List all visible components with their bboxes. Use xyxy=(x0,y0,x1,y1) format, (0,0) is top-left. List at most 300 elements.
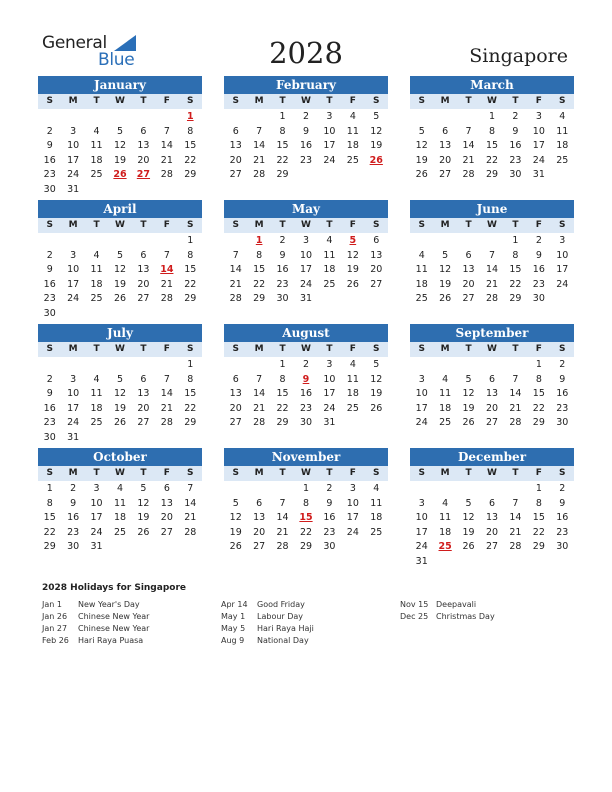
empty-cell xyxy=(433,482,456,497)
weekday-label: T xyxy=(279,96,286,106)
weekday-label: T xyxy=(93,344,100,354)
day-cell: 28 xyxy=(184,526,197,538)
calendar-year: 2028 xyxy=(269,36,343,70)
day-cell: 10 xyxy=(323,373,336,385)
weekday-label: W xyxy=(301,220,311,230)
day-cell: 26 xyxy=(462,541,475,553)
day-cell: 2 xyxy=(46,125,53,137)
day-cell: 11 xyxy=(439,388,452,400)
day-cell: 27 xyxy=(137,417,150,429)
holiday-name: Chinese New Year xyxy=(78,612,150,621)
empty-cell xyxy=(480,358,503,373)
weekday-row xyxy=(38,94,202,109)
day-cell: 8 xyxy=(187,249,194,261)
weekday-label: F xyxy=(163,96,170,106)
day-cell: 29 xyxy=(532,417,545,429)
weekday-label: F xyxy=(349,96,356,106)
day-cell: 20 xyxy=(229,154,242,166)
day-cell: 4 xyxy=(116,483,124,494)
day-cell: 18 xyxy=(346,388,359,400)
day-cell: 7 xyxy=(256,373,263,385)
day-cell: 25 xyxy=(346,402,359,414)
day-cell: 12 xyxy=(113,140,127,152)
empty-cell xyxy=(224,110,247,125)
day-cell: 4 xyxy=(326,235,333,246)
day-grid xyxy=(410,482,574,570)
day-cell: 17 xyxy=(67,154,80,166)
day-cell: 26 xyxy=(229,541,242,553)
day-cell: 26 xyxy=(137,526,150,538)
day-cell: 3 xyxy=(93,483,100,494)
day-cell: 24 xyxy=(532,154,545,166)
day-cell: 20 xyxy=(137,278,150,290)
day-cell: 5 xyxy=(373,111,380,122)
day-cell: 4 xyxy=(93,249,100,261)
day-cell: 11 xyxy=(556,125,569,137)
day-cell: 20 xyxy=(229,402,242,414)
day-cell: 23 xyxy=(556,526,569,538)
weekday-label: M xyxy=(440,344,450,354)
logo-word-blue: Blue xyxy=(98,50,135,70)
day-cell: 19 xyxy=(370,140,383,152)
day-cell: 2 xyxy=(46,373,53,385)
weekday-label: T xyxy=(326,468,333,478)
weekday-label: S xyxy=(46,220,53,230)
day-cell: 15 xyxy=(184,264,197,276)
holiday-name: New Year's Day xyxy=(78,600,140,609)
day-cell: 23 xyxy=(67,526,80,538)
day-cell: 8 xyxy=(256,249,263,261)
day-cell: 3 xyxy=(70,125,77,137)
weekday-label: S xyxy=(187,344,194,354)
day-cell: 27 xyxy=(229,417,242,429)
day-cell: 18 xyxy=(323,264,336,276)
day-cell: 16 xyxy=(67,512,80,524)
day-cell: 8 xyxy=(535,497,542,509)
day-cell: 12 xyxy=(462,388,475,400)
empty-cell xyxy=(108,234,131,249)
day-cell: 9 xyxy=(535,249,542,261)
day-cell: 5 xyxy=(465,373,472,385)
holiday-name: Chinese New Year xyxy=(78,624,150,633)
day-cell: 22 xyxy=(276,402,289,414)
day-grid xyxy=(224,110,388,183)
empty-cell xyxy=(132,234,155,249)
month-august xyxy=(224,324,388,431)
weekday-label: T xyxy=(512,468,519,478)
empty-cell xyxy=(85,110,108,125)
day-cell: 20 xyxy=(160,512,173,524)
day-cell: 1 xyxy=(279,111,286,122)
weekday-label: T xyxy=(93,220,100,230)
day-cell: 11 xyxy=(415,264,428,276)
day-cell: 18 xyxy=(346,140,359,152)
weekday-label: T xyxy=(140,344,147,354)
day-cell: 7 xyxy=(187,483,194,494)
empty-cell xyxy=(38,110,61,125)
day-cell: 18 xyxy=(439,402,452,414)
day-cell: 10 xyxy=(323,125,336,137)
weekday-label: W xyxy=(115,220,125,230)
weekday-label: W xyxy=(115,96,125,106)
day-cell: 11 xyxy=(90,264,103,276)
month-july xyxy=(38,324,202,446)
day-cell: 26 xyxy=(113,417,127,429)
weekday-label: S xyxy=(187,220,194,230)
day-cell: 13 xyxy=(137,264,150,276)
day-cell: 19 xyxy=(113,402,127,414)
weekday-label: T xyxy=(326,220,333,230)
day-cell: 25 xyxy=(90,293,103,305)
day-cell: 13 xyxy=(229,388,242,400)
empty-cell xyxy=(108,110,131,125)
weekday-label: T xyxy=(326,344,333,354)
day-cell: 15 xyxy=(43,512,56,524)
day-cell: 9 xyxy=(326,497,333,509)
weekday-label: T xyxy=(279,468,286,478)
month-may xyxy=(224,200,388,307)
weekday-label: W xyxy=(487,344,497,354)
month-header: September xyxy=(410,324,574,342)
month-march xyxy=(410,76,574,183)
day-cell: 1 xyxy=(488,111,496,122)
weekday-label: F xyxy=(535,344,542,354)
weekday-label: M xyxy=(440,220,450,230)
empty-cell xyxy=(132,110,155,125)
day-cell: 26 xyxy=(370,402,383,414)
day-cell: 13 xyxy=(439,140,452,152)
day-cell: 24 xyxy=(415,417,428,429)
empty-cell xyxy=(247,358,270,373)
day-cell: 5 xyxy=(418,125,425,137)
empty-cell xyxy=(410,110,433,125)
day-cell: 24 xyxy=(346,526,359,538)
day-cell: 12 xyxy=(370,373,383,385)
day-cell: 29 xyxy=(276,417,289,429)
day-cell: 20 xyxy=(370,264,383,276)
weekday-label: T xyxy=(465,344,472,354)
day-cell: 3 xyxy=(535,111,542,122)
holiday-name: Hari Raya Haji xyxy=(257,624,314,633)
weekday-row xyxy=(224,94,388,109)
day-cell: 30 xyxy=(276,293,289,305)
weekday-label: S xyxy=(418,96,425,106)
day-cell: 22 xyxy=(43,526,56,538)
holiday-date: Feb 26 xyxy=(42,636,69,645)
weekday-label: S xyxy=(373,468,380,478)
day-cell: 14 xyxy=(276,512,289,524)
month-october xyxy=(38,448,202,555)
day-cell: 22 xyxy=(184,154,197,166)
day-cell: 27 xyxy=(439,169,452,181)
day-cell: 4 xyxy=(442,497,449,509)
holiday-name: National Day xyxy=(257,636,309,645)
day-cell: 20 xyxy=(462,278,475,290)
day-grid xyxy=(38,234,202,322)
weekday-label: T xyxy=(140,96,147,106)
weekday-label: T xyxy=(326,96,333,106)
day-cell: 21 xyxy=(184,512,197,524)
month-header: November xyxy=(224,448,388,466)
day-cell: 10 xyxy=(346,497,359,509)
day-cell: 9 xyxy=(559,373,566,385)
day-cell: 19 xyxy=(462,402,475,414)
holiday-name: Hari Raya Puasa xyxy=(78,636,144,645)
day-cell: 8 xyxy=(302,497,310,509)
day-cell: 19 xyxy=(137,512,150,524)
day-cell: 19 xyxy=(113,278,127,290)
day-cell: 20 xyxy=(137,154,150,166)
day-cell: 7 xyxy=(163,125,170,137)
empty-cell xyxy=(155,110,178,125)
weekday-label: T xyxy=(140,468,147,478)
weekday-label: S xyxy=(232,344,239,354)
day-cell: 14 xyxy=(253,140,266,152)
day-cell: 23 xyxy=(509,154,522,166)
day-cell: 21 xyxy=(160,154,173,166)
weekday-label: M xyxy=(440,96,450,106)
day-cell: 11 xyxy=(439,512,452,524)
month-november xyxy=(224,448,388,555)
day-cell: 10 xyxy=(90,497,103,509)
day-cell: 17 xyxy=(67,278,80,290)
day-cell: 17 xyxy=(299,264,313,276)
day-cell: 12 xyxy=(137,497,150,509)
day-cell: 4 xyxy=(93,373,100,385)
day-cell: 15 xyxy=(509,264,522,276)
day-cell: 22 xyxy=(485,154,499,166)
day-cell: 9 xyxy=(46,388,53,400)
day-cell: 3 xyxy=(326,111,333,122)
day-cell: 2 xyxy=(70,483,77,494)
month-header: December xyxy=(410,448,574,466)
holiday-name: Good Friday xyxy=(257,600,305,609)
day-cell: 2 xyxy=(302,111,310,122)
day-cell: 19 xyxy=(229,526,242,538)
day-cell: 14 xyxy=(462,140,475,152)
day-cell: 28 xyxy=(509,541,522,553)
weekday-label: S xyxy=(559,220,566,230)
day-cell: 2 xyxy=(559,483,566,494)
day-cell: 27 xyxy=(462,293,475,305)
day-cell: 14 xyxy=(229,264,242,276)
day-cell: 15 xyxy=(276,388,289,400)
empty-cell xyxy=(457,110,480,125)
day-cell: 16 xyxy=(556,512,569,524)
weekday-label: M xyxy=(68,220,78,230)
day-cell: 13 xyxy=(160,497,173,509)
day-cell: 23 xyxy=(43,293,56,305)
empty-cell xyxy=(480,234,503,249)
day-cell: 10 xyxy=(299,249,313,261)
day-cell: 27 xyxy=(485,541,499,553)
day-cell: 12 xyxy=(462,512,475,524)
day-cell: 1 xyxy=(279,359,286,370)
weekday-label: F xyxy=(535,468,542,478)
day-cell: 17 xyxy=(323,140,336,152)
day-cell: 28 xyxy=(229,293,242,305)
empty-cell xyxy=(61,358,84,373)
day-cell: 16 xyxy=(276,264,289,276)
day-cell: 19 xyxy=(113,154,127,166)
empty-cell xyxy=(433,110,456,125)
weekday-label: S xyxy=(232,96,239,106)
weekday-label: S xyxy=(232,468,239,478)
day-cell: 19 xyxy=(415,154,428,166)
day-cell: 9 xyxy=(46,264,53,276)
day-cell: 29 xyxy=(276,169,289,181)
day-cell: 26 xyxy=(346,278,359,290)
day-cell: 15 xyxy=(184,388,197,400)
day-cell: 25 xyxy=(439,417,452,429)
day-cell: 30 xyxy=(556,541,569,553)
day-cell: 5 xyxy=(116,125,124,137)
weekday-label: S xyxy=(418,344,425,354)
day-cell: 4 xyxy=(418,249,425,261)
day-cell: 7 xyxy=(163,249,170,261)
day-cell: 21 xyxy=(160,402,173,414)
day-cell: 5 xyxy=(465,497,472,509)
day-cell: 31 xyxy=(415,555,428,567)
day-cell: 24 xyxy=(67,169,80,181)
weekday-label: F xyxy=(349,344,356,354)
day-cell: 17 xyxy=(323,388,336,400)
day-cell: 3 xyxy=(326,359,333,370)
day-cell: 28 xyxy=(276,541,289,553)
weekday-label: W xyxy=(301,96,311,106)
weekday-row xyxy=(38,466,202,481)
holiday-day: 14 xyxy=(160,264,174,276)
day-cell: 30 xyxy=(556,417,569,429)
weekday-label: S xyxy=(232,220,239,230)
day-cell: 28 xyxy=(253,169,266,181)
weekday-label: W xyxy=(301,344,311,354)
day-cell: 21 xyxy=(509,402,522,414)
day-cell: 29 xyxy=(532,541,545,553)
day-grid xyxy=(410,358,574,431)
weekday-row xyxy=(410,94,574,109)
holiday-date: Jan 26 xyxy=(42,612,68,621)
day-cell: 1 xyxy=(46,483,53,494)
day-cell: 18 xyxy=(370,512,383,524)
weekday-label: T xyxy=(512,96,519,106)
month-april xyxy=(38,200,202,322)
day-cell: 15 xyxy=(532,512,545,524)
day-cell: 31 xyxy=(90,541,103,553)
day-cell: 17 xyxy=(532,140,545,152)
holiday-day: 25 xyxy=(438,541,452,553)
weekday-label: W xyxy=(487,220,497,230)
day-cell: 4 xyxy=(93,125,100,137)
day-cell: 4 xyxy=(559,111,566,122)
holiday-day: 26 xyxy=(369,154,383,166)
holiday-item xyxy=(42,611,149,623)
day-cell: 26 xyxy=(113,293,127,305)
empty-cell xyxy=(247,482,270,497)
day-cell: 24 xyxy=(67,417,80,429)
day-cell: 30 xyxy=(67,541,80,553)
day-cell: 24 xyxy=(323,402,336,414)
holiday-name: Deepavali xyxy=(436,600,477,609)
day-cell: 19 xyxy=(439,278,452,290)
day-cell: 6 xyxy=(488,497,496,509)
holiday-date: May 1 xyxy=(221,612,246,621)
day-cell: 21 xyxy=(509,526,522,538)
weekday-label: S xyxy=(373,344,380,354)
day-cell: 20 xyxy=(485,526,499,538)
day-cell: 23 xyxy=(323,526,336,538)
day-cell: 1 xyxy=(535,359,542,370)
day-cell: 13 xyxy=(229,140,242,152)
day-cell: 18 xyxy=(439,526,452,538)
day-cell: 30 xyxy=(532,293,545,305)
weekday-label: F xyxy=(163,344,170,354)
holiday-day: 26 xyxy=(113,169,127,181)
day-cell: 2 xyxy=(279,235,286,246)
day-cell: 13 xyxy=(253,512,266,524)
month-december xyxy=(410,448,574,570)
day-cell: 13 xyxy=(485,388,499,400)
day-cell: 5 xyxy=(442,249,449,261)
day-cell: 12 xyxy=(113,388,127,400)
weekday-label: W xyxy=(487,468,497,478)
weekday-row xyxy=(224,466,388,481)
day-cell: 13 xyxy=(462,264,475,276)
weekday-label: T xyxy=(512,344,519,354)
day-grid xyxy=(224,234,388,307)
weekday-label: M xyxy=(440,468,450,478)
empty-cell xyxy=(38,234,61,249)
day-cell: 29 xyxy=(184,169,197,181)
day-cell: 24 xyxy=(415,541,428,553)
day-cell: 13 xyxy=(137,140,150,152)
day-cell: 10 xyxy=(67,388,80,400)
holiday-name: Labour Day xyxy=(257,612,304,621)
empty-cell xyxy=(61,234,84,249)
day-grid xyxy=(410,234,574,307)
day-cell: 24 xyxy=(67,293,80,305)
weekday-row xyxy=(410,466,574,481)
day-cell: 9 xyxy=(46,140,53,152)
day-cell: 5 xyxy=(116,249,124,261)
day-cell: 29 xyxy=(485,169,499,181)
day-cell: 21 xyxy=(462,154,475,166)
weekday-label: T xyxy=(465,468,472,478)
day-cell: 21 xyxy=(276,526,289,538)
weekday-label: M xyxy=(254,344,264,354)
day-cell: 27 xyxy=(229,169,242,181)
day-cell: 2 xyxy=(559,359,566,370)
day-cell: 26 xyxy=(415,169,428,181)
holiday-column xyxy=(42,599,149,647)
day-cell: 19 xyxy=(346,264,359,276)
day-grid xyxy=(38,482,202,555)
weekday-label: S xyxy=(559,468,566,478)
empty-cell xyxy=(224,358,247,373)
day-cell: 1 xyxy=(302,483,310,494)
day-cell: 6 xyxy=(163,483,170,494)
day-cell: 6 xyxy=(232,125,239,137)
day-cell: 14 xyxy=(509,512,522,524)
day-cell: 10 xyxy=(532,125,545,137)
holiday-item xyxy=(400,599,495,611)
weekday-row xyxy=(38,218,202,233)
weekday-label: S xyxy=(559,96,566,106)
holiday-day: 9 xyxy=(302,373,310,385)
day-cell: 12 xyxy=(229,512,242,524)
weekday-label: T xyxy=(465,96,472,106)
day-cell: 30 xyxy=(299,417,313,429)
